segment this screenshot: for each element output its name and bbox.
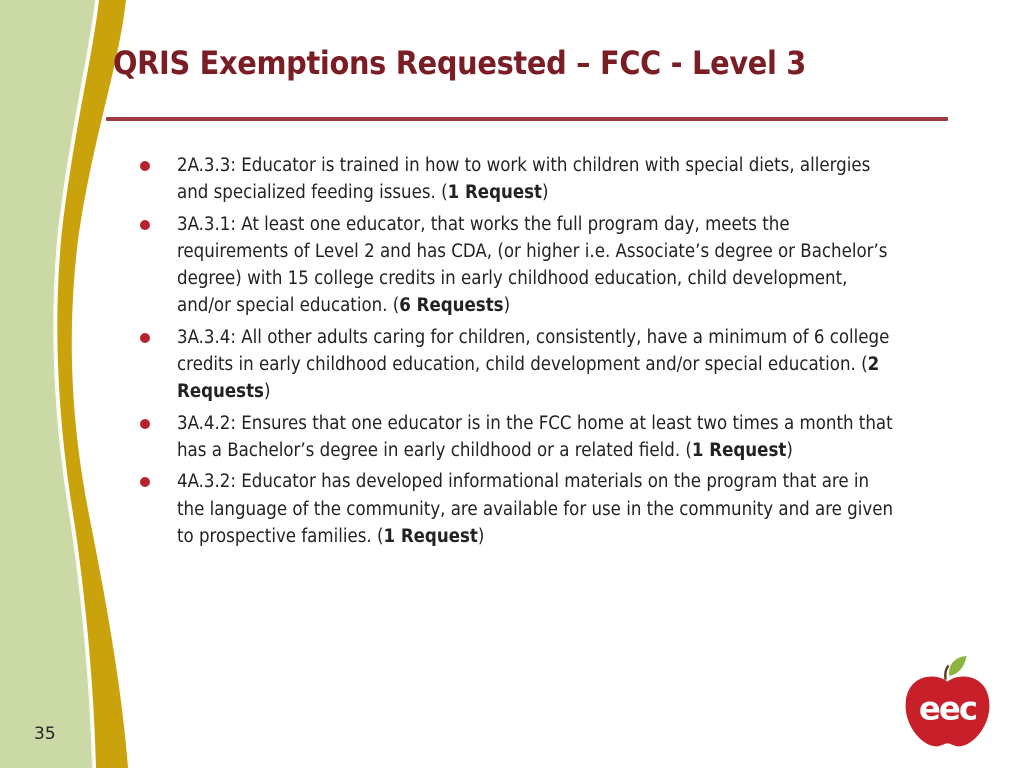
item-close: ) [786,439,793,461]
item-close: ) [542,182,549,204]
list-item [140,410,900,465]
list-item [140,152,900,207]
item-text: 4A.3.2: Educator has developed informational materials on the program that are in the language of the community, are available for use in the community and are given to prospective families. ( [177,471,894,547]
list-item [140,211,900,320]
bullet-dot-icon [140,220,150,230]
item-close: ) [503,295,511,317]
list-item [140,324,900,406]
request-count: 6 Requests [399,295,504,317]
bullet-dot-icon [140,419,150,429]
logo-text: eec [918,689,977,728]
bullet-dot-icon [140,477,150,487]
page-number: 35 [34,724,56,744]
item-text: 3A.4.2: Ensures that one educator is in the FCC home at least two times a month that has a Bachelor’s degree in early childhood or a related field. ( [177,412,893,461]
apple-stem-icon [945,665,948,679]
item-text: 2A.3.3: Educator is trained in how to work with children with special diets, allergies and specialized feeding issues. ( [177,155,871,204]
leaf-icon [949,656,966,676]
list-item [140,468,900,550]
request-count: 1 Request [691,439,787,461]
item-close: ) [477,525,485,547]
item-close: ) [263,381,271,403]
item-text: 3A.3.4: All other adults caring for children, consistently, have a minimum of 6 college credits in early childhood education, child development and/or special education. ( [177,326,890,376]
request-count: 1 Request [447,182,542,204]
slide-title: QRIS Exemptions Requested – FCC - Level 3 [113,44,807,82]
item-text: 3A.3.1: At least one educator, that works the full program day, meets the requirements of Level 2 and has CDA, (or higher i.e. Associate’s degree or Bachelor’s degree) with 15 college credits in early childhood education, child development, and/or special education. ( [177,213,888,317]
title-divider [106,117,948,121]
request-count: 1 Request [383,525,478,547]
exemptions-list [140,152,900,554]
eec-apple-logo [900,655,995,750]
bullet-dot-icon [140,333,150,343]
bullet-dot-icon [140,161,150,171]
request-count: 2 Requests [177,354,880,403]
